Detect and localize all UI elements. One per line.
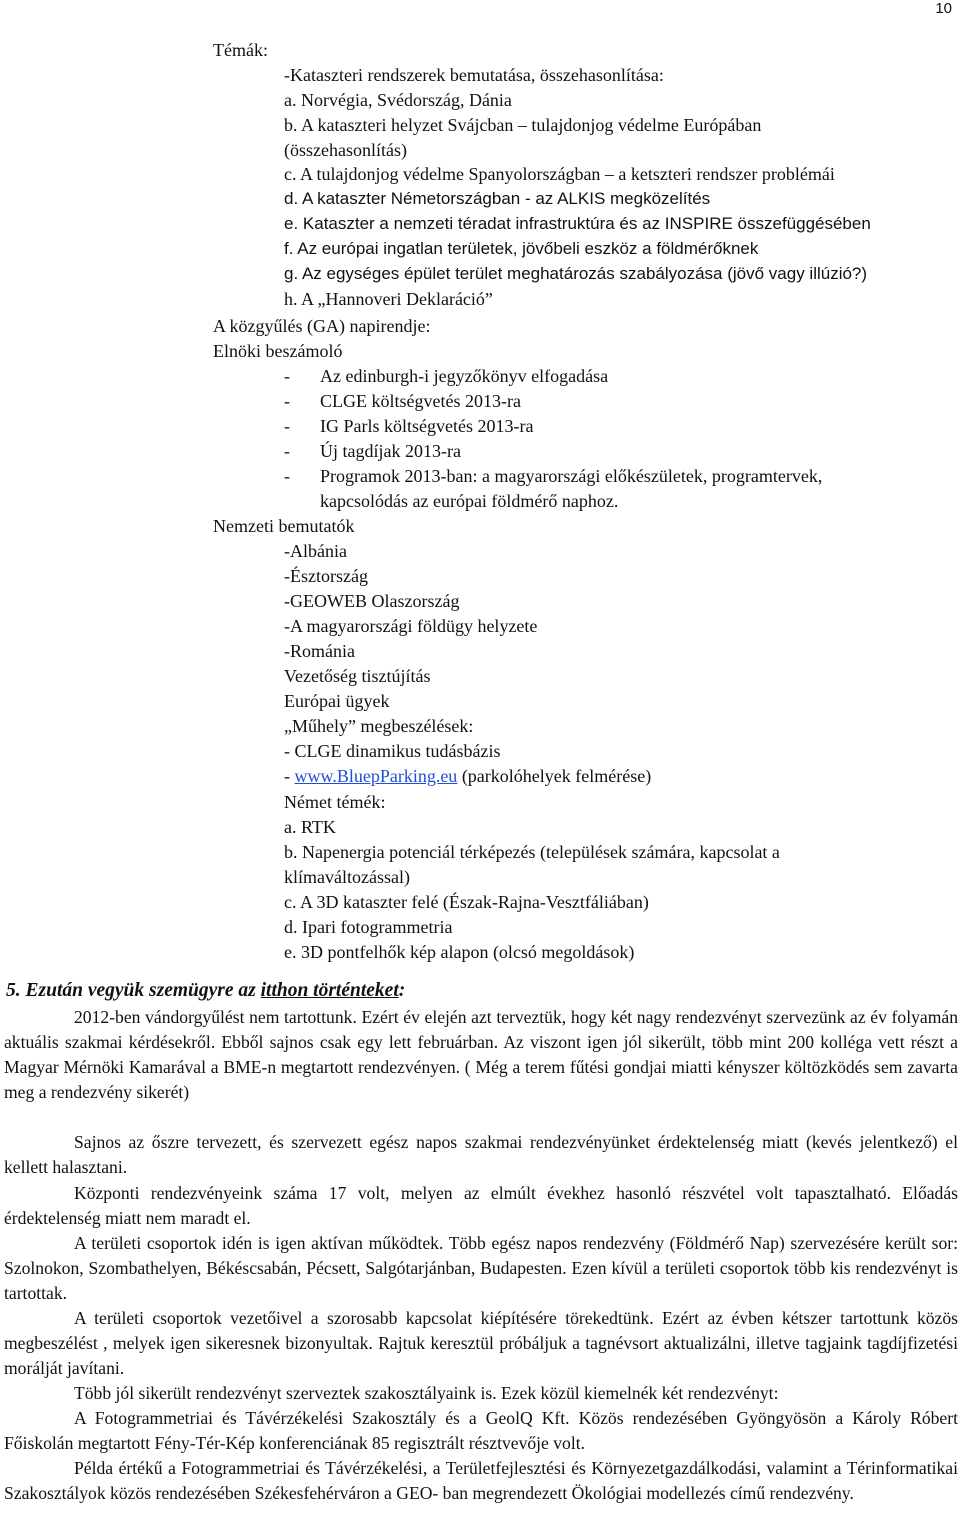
page-number: 10 [935,0,952,17]
report-item-continuation: kapcsolódás az európai földmérő naphoz. [320,491,619,511]
section-number: 5. [6,980,21,1001]
body-paragraph: Több jól sikerült rendezvényt szerveztek szakosztályaink is. Ezek közül kiemelnék két rendezvényt: [74,1383,779,1403]
national-item: - CLGE dinamikus tudásbázis [284,741,501,761]
body-paragraph: Sajnos az őszre tervezett, és szervezett egész napos szakmai rendezvényünket érdektelenség miatt (kevés jelentkező) el kellett halasztani. [4,1132,958,1177]
german-item: e. 3D pontfelhők kép alapon (olcsó megoldások) [284,942,635,962]
section-5-heading [6,978,405,1004]
theme-item: h. A „Hannoveri Deklaráció” [284,289,493,309]
body-paragraph: 2012-ben vándorgyűlést nem tartottunk. Ezért év elején azt terveztük, hogy két nagy rendezvényt szervezünk az év folyamán aktuális szakmai kérdésekről. Ebből sajnos csak egy lett februárban. Az viszont igen jól sikerült, több mint 200 kolléga vett részt a Magyar Mérnöki Kamarával a BME-n megtartott rendezvényen. ( Még a terem fűtési gondjai miatti kényszer költözködés sem zavarta meg a rendezvény sikerét) [4,1007,958,1102]
report-item: IG Parls költségvetés 2013-ra [320,416,534,436]
theme-item: c. A tulajdonjog védelme Spanyolországban – a ketszteri rendszer problémái [284,164,835,184]
theme-item: a. Norvégia, Svédország, Dánia [284,90,512,110]
national-item: Vezetőség tisztújítás [284,666,431,686]
german-item: b. Napenergia potenciál térképezés (települések számára, kapcsolat a [284,842,780,862]
bullet-dash: - [284,416,290,436]
web-line [284,764,651,788]
bullet-dash: - [284,441,290,461]
bullet-dash: - [284,391,290,411]
national-item: Európai ügyek [284,691,390,711]
web-line-prefix: - [284,766,295,786]
bullet-dash: - [284,466,290,486]
national-item: -GEOWEB Olaszország [284,591,460,611]
theme-item: g. Az egységes épület terület meghatározás szabályozása (jövő vagy illúzió?) [284,264,868,283]
body-paragraph: A területi csoportok vezetőivel a szorosabb kapcsolat kiépítésére törekedtünk. Ezért az évben kétszer tartottunk közös megbeszélést , melyek igen sikeresnek bizonyultak. Rajtuk keresztül próbáljuk a tagnévsort aktualizálni, illetve tagjaink tagdíjfizetési morálját javítani. [4,1308,958,1378]
report-item: Programok 2013-ban: a magyarországi előkészületek, programtervek, [320,466,823,486]
section-title-before: Ezután vegyük szemügyre az [20,980,261,1001]
german-item: a. RTK [284,817,336,837]
theme-item: f. Az európai ingatlan területek, jövőbeli eszköz a földmérőknek [284,239,759,258]
german-item: klímaváltozással) [284,867,410,887]
german-item: d. Ipari fotogrammetria [284,917,453,937]
national-item: -A magyarországi földügy helyzete [284,616,538,636]
web-line-suffix: (parkolóhelyek felmérése) [457,766,652,786]
national-label: Nemzeti bemutatók [213,516,355,536]
bluepparking-link[interactable]: www.BluepParking.eu [294,766,458,786]
national-item: „Műhely” megbeszélések: [284,716,474,736]
national-item: -Észtország [284,566,368,586]
body-paragraph: A területi csoportok idén is igen aktívan működtek. Több egész napos rendezvény (Földmérő Nap) szervezésére került sor: Szolnokon, Szombathelyen, Békéscsabán, Pécsett, Salgótarjánban, Budapesten. Ezen kívül a területi csoportok több kis rendezvényt is tartottak. [4,1233,958,1303]
body-paragraph: Központi rendezvényeink száma 17 volt, melyen az elmúlt évekhez hasonló részvétel volt tapasztalható. Előadás érdektelenség miatt nem maradt el. [4,1183,958,1228]
body-paragraph: Példa értékű a Fotogrammetriai és Távérzékelési, a Területfejlesztési és Környezetgazdálkodási, valamint a Térinformatikai Szakosztályok közös rendezésében Székesfehérváron a GEO- ban megrendezett Ökológiai modellezés című rendezvény. [4,1458,958,1503]
body-paragraph: A Fotogrammetriai és Távérzékelési Szakosztály és a GeolQ Kft. Közös rendezésében Gyöngyösön a Károly Róbert Főiskolán megtartott Fény-Tér-Kép konferenciának 85 regisztrált résztvevője volt. [4,1408,958,1453]
theme-item: e. Kataszter a nemzeti téradat infrastruktúra és az INSPIRE összefüggésében [284,214,871,233]
national-item: -Románia [284,641,355,661]
bullet-dash: - [284,366,290,386]
report-label: Elnöki beszámoló [213,341,343,361]
section-title-after: : [398,980,406,1001]
themes-label: Témák: [213,40,268,60]
theme-item: b. A kataszteri helyzet Svájcban – tulajdonjog védelme Európában [284,115,762,135]
themes-intro: -Kataszteri rendszerek bemutatása, összehasonlítása: [284,65,664,85]
theme-item: d. A kataszter Németországban - az ALKIS megközelítés [284,189,711,208]
report-item: CLGE költségvetés 2013-ra [320,391,521,411]
german-item: c. A 3D kataszter felé (Észak-Rajna-Vesztfáliában) [284,892,649,912]
section-title-underlined: itthon történteket [260,980,399,1001]
report-item: Új tagdíjak 2013-ra [320,441,461,461]
german-label: Német témék: [284,792,386,812]
national-item: -Albánia [284,541,347,561]
theme-item: (összehasonlítás) [284,140,407,160]
ga-label: A közgyűlés (GA) napirendje: [213,316,431,336]
report-item: Az edinburgh-i jegyzőkönyv elfogadása [320,366,609,386]
